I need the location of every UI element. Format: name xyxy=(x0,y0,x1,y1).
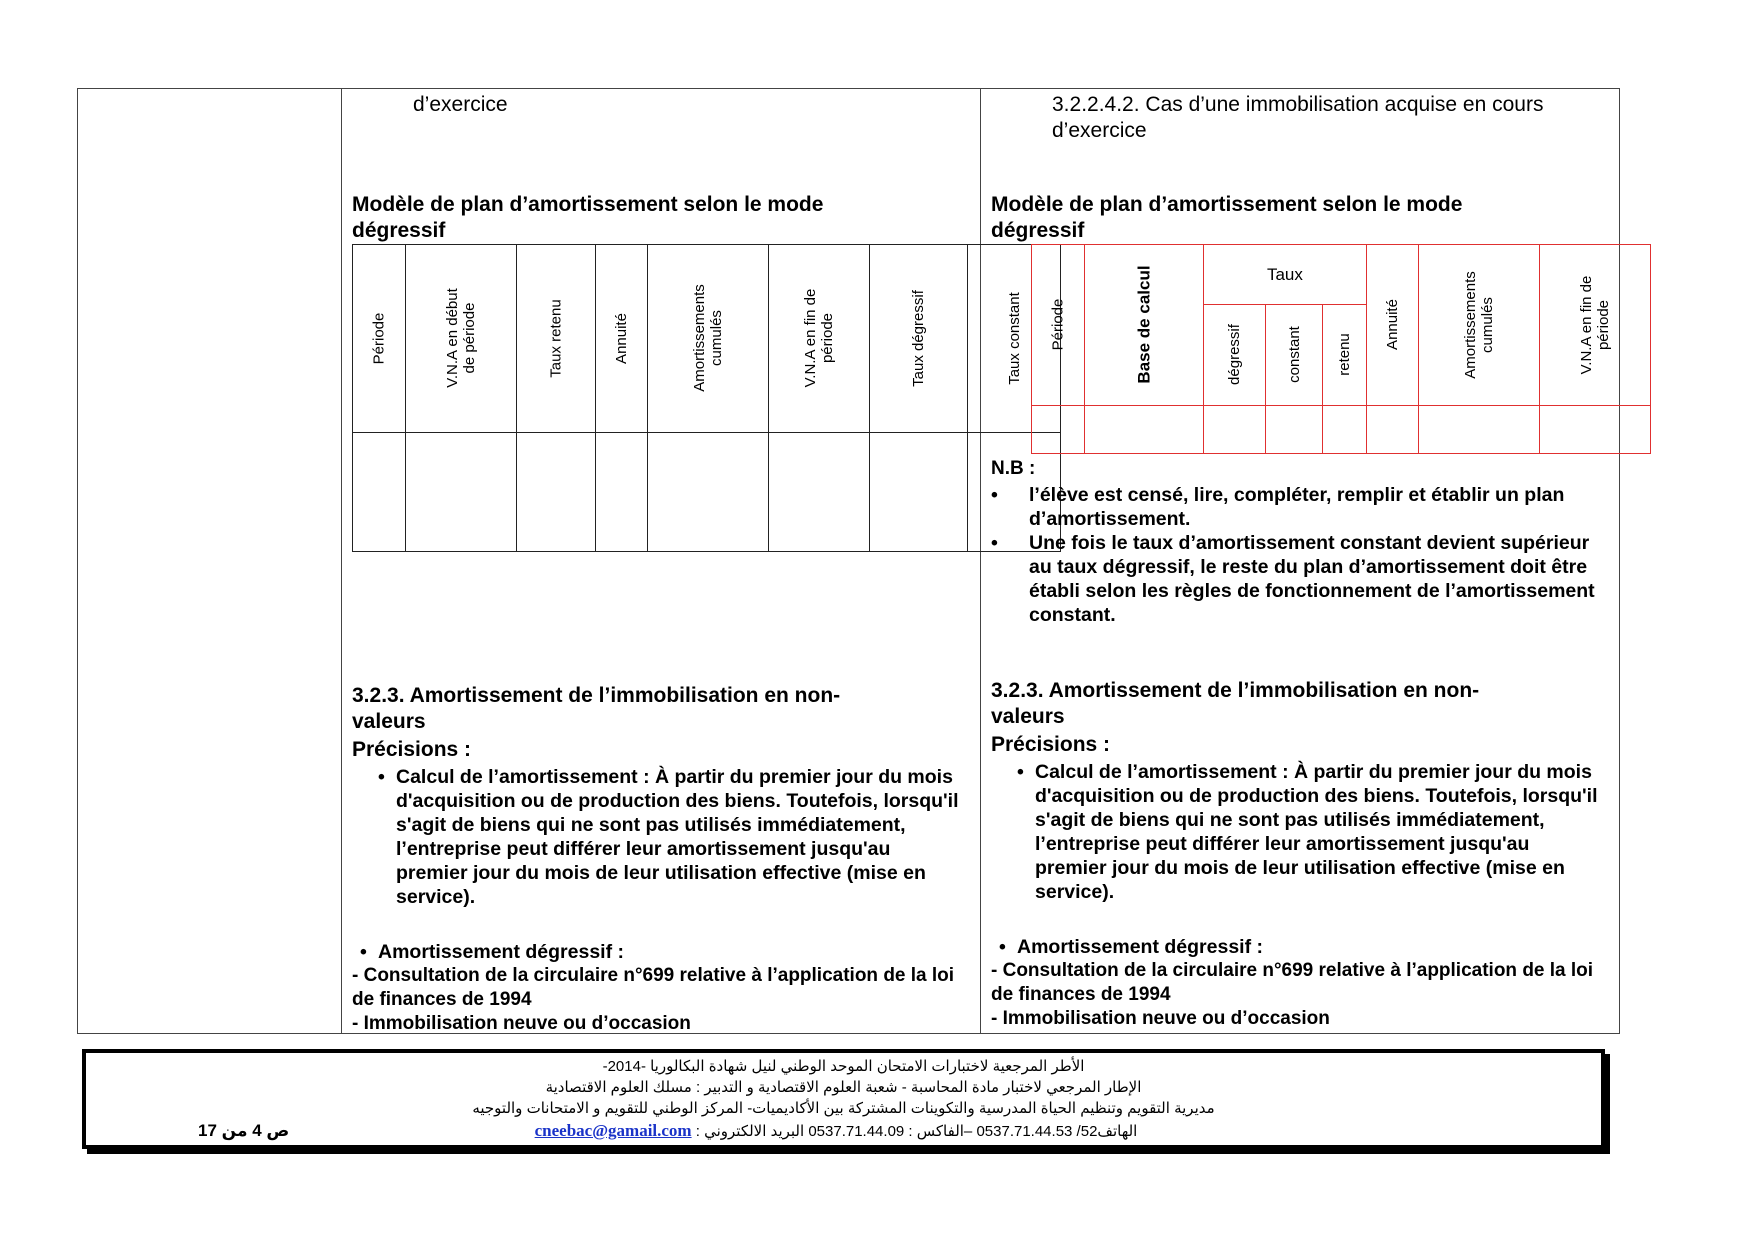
right-section-title: 3.2.3. Amortissement de l’immobilisation en non-valeurs xyxy=(991,679,1480,728)
left-bullet-calcul: • Calcul de l’amortissement : À partir du premier jour du mois d'acquisition ou de production des biens. Toutefois, lorsqu'il s'agit de biens qui ne sont pas utilisés immédiatement, l’entreprise peut différer leur amortissement jusqu'au premier jour du mois de leur utilisation effective (mise en service). xyxy=(378,766,959,908)
left-section-title: 3.2.3. Amortissement de l’immobilisation en non-valeurs xyxy=(352,684,841,733)
right-th-base-calcul: Base de calcul xyxy=(1134,264,1154,384)
right-precisions: Précisions : xyxy=(991,733,1111,756)
left-circulaire-line: - Consultation de la circulaire n°699 relative à l’application de la loi de finances de 1994 xyxy=(352,965,955,1010)
left-top-text: d’exercice xyxy=(413,93,508,116)
right-model-title: Modèle de plan d’amortissement selon le mode dégressif xyxy=(991,193,1463,242)
right-th-vna-fin: V.N.A en fin de période xyxy=(1577,275,1612,374)
footer-line-2: الإطار المرجعي لاختبار مادة المحاسبة - شعبة العلوم الاقتصادية و التدبير : مسلك العلوم الاقتصادية xyxy=(545,1079,1142,1096)
right-bullet-calcul: • Calcul de l’amortissement : À partir du premier jour du mois d'acquisition ou de production des biens. Toutefois, lorsqu'il s'agit de biens qui ne sont pas utilisés immédiatement, l’entreprise peut différer leur amortissement jusqu'au premier jour du mois de leur utilisation effective (mise en service). xyxy=(1017,761,1598,903)
left-th-taux-retenu: Taux retenu xyxy=(547,298,565,378)
left-th-periode: Période xyxy=(370,312,388,364)
right-circulaire-line: - Consultation de la circulaire n°699 relative à l’application de la loi de finances de 1994 xyxy=(991,960,1594,1005)
left-precisions: Précisions : xyxy=(352,738,472,761)
left-th-taux-constant: Taux constant xyxy=(1005,291,1023,385)
left-amortization-table xyxy=(352,244,1061,552)
footer-contact-line xyxy=(336,1121,1336,1141)
right-th-retenu: retenu xyxy=(1336,333,1354,376)
right-th-degressif: dégressif xyxy=(1225,324,1243,385)
left-immobilisation-line: - Immobilisation neuve ou d’occasion xyxy=(352,1013,691,1034)
right-column xyxy=(981,88,1619,1034)
left-table-empty-row xyxy=(353,433,1061,552)
right-top-text: 3.2.2.4.2. Cas d’une immobilisation acquise en cours d’exercice xyxy=(1052,93,1544,142)
page-number: ص 4 من 17 xyxy=(198,1121,290,1140)
right-bullet-degressif: • Amortissement dégressif : xyxy=(999,936,1263,958)
left-bullet-degressif: • Amortissement dégressif : xyxy=(360,941,624,963)
left-th-amort-cumules: Amortissements cumulés xyxy=(690,284,725,392)
right-amortization-table xyxy=(1031,244,1651,454)
right-nb-item-1: • l’élève est censé, lire, compléter, remplir et établir un plan d’amortissement. xyxy=(991,484,1565,530)
right-th-annuite: Annuité xyxy=(1383,299,1401,350)
right-th-periode: Période xyxy=(1049,298,1067,351)
left-bullets-2 xyxy=(342,940,964,964)
footer-email-link[interactable]: cneebac@gamail.com xyxy=(534,1121,692,1140)
right-bullets xyxy=(981,760,1603,904)
footer-line-1: الأطر المرجعية لاختبارات الامتحان الموحد الوطني لنيل شهادة البكالوريا -2014- xyxy=(602,1058,1085,1075)
left-th-annuite: Annuité xyxy=(613,312,631,364)
left-th-taux-degressif: Taux dégressif xyxy=(909,289,927,387)
right-nb-label: N.B : xyxy=(991,458,1036,479)
right-th-amort-cumules: Amortissements cumulés xyxy=(1461,270,1496,379)
footer-contact: الهاتف52/ 0537.71.44.53 –الفاكس : 0537.71.44.09 البريد الالكتروني : xyxy=(695,1123,1138,1140)
footer-box xyxy=(82,1049,1605,1149)
left-th-vna-fin: V.N.A en fin de période xyxy=(801,288,836,388)
right-table-empty-row xyxy=(1032,406,1651,454)
footer-line-3: مديرية التقويم وتنظيم الحياة المدرسية والتكوينات المشتركة بين الأكاديميات- المركز الوطني للتقويم و الامتحانات والتوجيه xyxy=(472,1100,1215,1117)
right-nb-item-2: • Une fois le taux d’amortissement constant devient supérieur au taux dégressif, le reste du plan d’amortissement doit être établi selon les règles de fonctionnement de l’amortissement constant. xyxy=(991,532,1595,626)
left-bullets xyxy=(342,765,964,909)
right-th-constant: constant xyxy=(1285,326,1303,383)
right-bullets-2 xyxy=(981,935,1603,959)
right-th-taux: Taux xyxy=(1203,245,1366,305)
left-th-vna-debut: V.N.A en début de période xyxy=(443,288,478,388)
left-model-title: Modèle de plan d’amortissement selon le mode dégressif xyxy=(352,193,824,242)
right-immobilisation-line: - Immobilisation neuve ou d’occasion xyxy=(991,1008,1330,1029)
right-nb-list xyxy=(981,483,1601,627)
